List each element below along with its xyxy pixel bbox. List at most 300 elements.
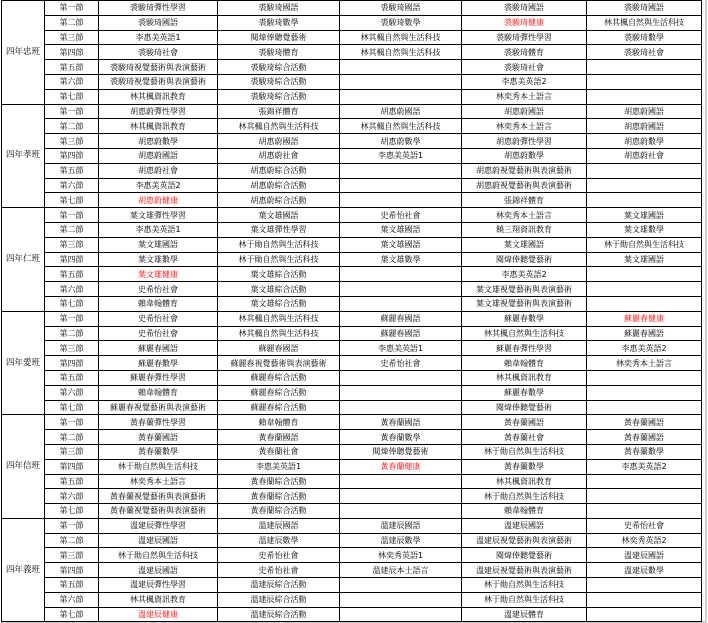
period-cell[interactable]: 第一節 <box>45 518 99 533</box>
subject-cell[interactable]: 黃春蘭數學 <box>99 444 218 459</box>
subject-cell[interactable]: 蘇麗春數學 <box>99 356 218 371</box>
subject-cell[interactable]: 黃春蘭視覺藝術與表演藝術 <box>99 489 218 504</box>
subject-cell[interactable]: 胡惠蔚視覺藝術與表演藝術 <box>462 163 587 178</box>
subject-cell[interactable]: 林于勛自然與生活科技 <box>462 592 587 607</box>
subject-cell[interactable] <box>340 370 462 385</box>
subject-cell[interactable] <box>340 74 462 89</box>
class-name-cell[interactable]: 四年義班 <box>2 518 45 622</box>
period-cell[interactable]: 第三節 <box>45 30 99 45</box>
table-row <box>2 326 702 341</box>
subject-cell[interactable]: 胡惠蔚國語 <box>340 104 462 119</box>
table-row <box>2 163 702 178</box>
subject-cell[interactable]: 蘇麗春數學 <box>462 311 587 326</box>
subject-cell[interactable] <box>340 592 462 607</box>
subject-cell[interactable]: 胡惠蔚彈性學習 <box>462 134 587 149</box>
period-cell[interactable]: 第七節 <box>45 89 99 104</box>
subject-cell[interactable]: 溫建辰數學 <box>218 533 340 548</box>
subject-cell[interactable]: 林其楓資訊教育 <box>99 592 218 607</box>
subject-cell[interactable] <box>587 474 702 489</box>
table-row <box>2 282 702 297</box>
subject-cell[interactable]: 裘駿琦視覺藝術與表演藝術 <box>99 60 218 75</box>
subject-cell[interactable]: 蘇麗春國語 <box>340 311 462 326</box>
subject-cell[interactable]: 黃春蘭國語 <box>462 415 587 430</box>
subject-cell[interactable]: 葉文雄數學 <box>340 252 462 267</box>
subject-cell[interactable]: 林其楓資訊教育 <box>99 119 218 134</box>
subject-cell[interactable]: 蘇麗春國語 <box>218 341 340 356</box>
subject-cell[interactable]: 溫建辰綜合活動 <box>218 578 340 593</box>
subject-cell[interactable]: 胡惠蔚國語 <box>218 134 340 149</box>
subject-cell[interactable]: 裘駿琦國語 <box>462 1 587 16</box>
table-row <box>2 252 702 267</box>
table-row <box>2 533 702 548</box>
subject-cell[interactable]: 裘駿琦國語 <box>99 15 218 30</box>
subject-cell[interactable] <box>340 489 462 504</box>
subject-cell[interactable]: 史希怡社會 <box>99 311 218 326</box>
subject-cell[interactable]: 裘駿琦國語 <box>340 1 462 16</box>
subject-cell[interactable]: 李惠美英語2 <box>587 341 702 356</box>
subject-cell[interactable]: 蘇麗春視覺藝術與表演藝術 <box>99 400 218 415</box>
subject-cell[interactable]: 蘇麗春彈性學習 <box>462 341 587 356</box>
subject-cell[interactable]: 林于勛自然與生活科技 <box>462 578 587 593</box>
subject-cell[interactable] <box>587 370 702 385</box>
subject-cell[interactable] <box>587 163 702 178</box>
subject-cell[interactable]: 葉文雄視覺藝術與表演藝術 <box>462 282 587 297</box>
subject-cell[interactable]: 李惠美英語1 <box>340 341 462 356</box>
subject-cell[interactable] <box>587 592 702 607</box>
table-row <box>2 444 702 459</box>
subject-cell[interactable]: 黃春蘭數學 <box>587 444 702 459</box>
subject-cell[interactable] <box>340 89 462 104</box>
subject-cell[interactable]: 蘇麗春彈性學習 <box>99 370 218 385</box>
subject-cell[interactable]: 溫建辰彈性學習 <box>99 578 218 593</box>
subject-cell[interactable]: 黃春蘭綜合活動 <box>218 504 340 519</box>
subject-cell[interactable]: 黃春蘭視覺藝術與表演藝術 <box>99 504 218 519</box>
subject-cell[interactable]: 溫建辰健康 <box>99 607 218 622</box>
period-cell[interactable]: 第三節 <box>45 134 99 149</box>
subject-cell[interactable] <box>587 74 702 89</box>
subject-cell[interactable]: 胡惠蔚綜合活動 <box>218 193 340 208</box>
subject-cell[interactable]: 林其楓自然與生活科技 <box>218 326 340 341</box>
table-row <box>2 60 702 75</box>
subject-cell[interactable]: 裘駿琦數學 <box>587 30 702 45</box>
subject-cell[interactable]: 葉文雄國語 <box>340 222 462 237</box>
subject-cell[interactable]: 林奕秀本土語言 <box>462 119 587 134</box>
subject-cell[interactable]: 裘駿琦綜合活動 <box>218 60 340 75</box>
table-row <box>2 208 702 223</box>
subject-cell[interactable]: 林奕秀本土語言 <box>587 356 702 371</box>
subject-cell[interactable]: 史希怡社會 <box>218 563 340 578</box>
period-cell[interactable]: 第四節 <box>45 356 99 371</box>
subject-cell[interactable] <box>587 282 702 297</box>
table-row <box>2 119 702 134</box>
subject-cell[interactable]: 黃春蘭國語 <box>587 415 702 430</box>
table-row <box>2 400 702 415</box>
period-cell[interactable]: 第二節 <box>45 326 99 341</box>
subject-cell[interactable]: 李惠美英語1 <box>218 459 340 474</box>
period-cell[interactable]: 第四節 <box>45 459 99 474</box>
subject-cell[interactable]: 林其楓自然與生活科技 <box>462 326 587 341</box>
subject-cell[interactable]: 葉文雄彈性學習 <box>99 208 218 223</box>
subject-cell[interactable]: 葉文雄數學 <box>587 222 702 237</box>
subject-cell[interactable]: 李惠美英語1 <box>99 222 218 237</box>
table-row <box>2 89 702 104</box>
subject-cell[interactable]: 林其楓自然與生活科技 <box>340 119 462 134</box>
period-cell[interactable]: 第七節 <box>45 400 99 415</box>
subject-cell[interactable]: 黃春蘭國語 <box>99 430 218 445</box>
period-cell[interactable]: 第六節 <box>45 489 99 504</box>
subject-cell[interactable]: 裘駿琦數學 <box>218 15 340 30</box>
subject-cell[interactable]: 葉文雄國語 <box>99 237 218 252</box>
subject-cell[interactable]: 裘駿琦彈性學習 <box>462 30 587 45</box>
subject-cell[interactable] <box>587 296 702 311</box>
subject-cell[interactable]: 張錦祥體育 <box>218 104 340 119</box>
period-cell[interactable]: 第三節 <box>45 341 99 356</box>
class-timetable <box>1 0 702 622</box>
subject-cell[interactable]: 胡惠蔚社會 <box>99 163 218 178</box>
subject-cell[interactable]: 胡惠蔚數學 <box>99 134 218 149</box>
subject-cell[interactable] <box>587 578 702 593</box>
period-cell[interactable]: 第四節 <box>45 148 99 163</box>
period-cell[interactable]: 第一節 <box>45 1 99 16</box>
subject-cell[interactable]: 林奕秀英語2 <box>587 533 702 548</box>
subject-cell[interactable] <box>587 267 702 282</box>
subject-cell[interactable]: 胡惠蔚健康 <box>99 193 218 208</box>
subject-cell[interactable]: 賴韋翰體育 <box>99 296 218 311</box>
subject-cell[interactable]: 黃春蘭國語 <box>340 415 462 430</box>
subject-cell[interactable]: 裘駿琦視覺藝術與表演藝術 <box>99 74 218 89</box>
period-cell[interactable]: 第六節 <box>45 178 99 193</box>
subject-cell[interactable]: 黃春蘭社會 <box>462 430 587 445</box>
subject-cell[interactable]: 張錦祥體育 <box>462 193 587 208</box>
subject-cell[interactable]: 林其楓資訊教育 <box>462 370 587 385</box>
subject-cell[interactable]: 葉文雄國語 <box>340 237 462 252</box>
subject-cell[interactable]: 閱煒俸聽覺藝術 <box>340 444 462 459</box>
subject-cell[interactable]: 黃春蘭綜合活動 <box>218 489 340 504</box>
subject-cell[interactable]: 閱煒俸聽覺藝術 <box>462 400 587 415</box>
subject-cell[interactable] <box>587 178 702 193</box>
subject-cell[interactable]: 胡惠蔚國語 <box>587 104 702 119</box>
subject-cell[interactable] <box>587 607 702 622</box>
subject-cell[interactable]: 賴韋翰體育 <box>99 385 218 400</box>
subject-cell[interactable]: 裘駿琦體育 <box>218 45 340 60</box>
subject-cell[interactable]: 葉文雄健康 <box>99 267 218 282</box>
subject-cell[interactable]: 史希怡社會 <box>340 208 462 223</box>
subject-cell[interactable] <box>340 267 462 282</box>
subject-cell[interactable]: 黃春蘭國語 <box>587 430 702 445</box>
period-cell[interactable]: 第四節 <box>45 45 99 60</box>
subject-cell[interactable]: 溫建辰綜合活動 <box>218 592 340 607</box>
subject-cell[interactable]: 李惠美英語2 <box>462 267 587 282</box>
subject-cell[interactable]: 林其楓自然與生活科技 <box>218 311 340 326</box>
subject-cell[interactable] <box>587 193 702 208</box>
table-row <box>2 148 702 163</box>
subject-cell[interactable]: 史希怡社會 <box>587 518 702 533</box>
subject-cell[interactable]: 溫建辰數學 <box>340 533 462 548</box>
subject-cell[interactable]: 裘駿琦社會 <box>462 60 587 75</box>
subject-cell[interactable]: 黃春蘭數學 <box>340 430 462 445</box>
table-row <box>2 430 702 445</box>
period-cell[interactable]: 第二節 <box>45 15 99 30</box>
subject-cell[interactable]: 蘇麗春健康 <box>587 311 702 326</box>
subject-cell[interactable]: 林于勛自然與生活科技 <box>218 252 340 267</box>
subject-cell[interactable]: 胡惠蔚數學 <box>587 134 702 149</box>
subject-cell[interactable] <box>587 60 702 75</box>
table-row <box>2 563 702 578</box>
subject-cell[interactable]: 胡惠蔚視覺藝術與表演藝術 <box>462 178 587 193</box>
subject-cell[interactable]: 溫建辰國語 <box>218 518 340 533</box>
subject-cell[interactable]: 黃春蘭社會 <box>218 444 340 459</box>
class-name-cell[interactable]: 四年忠班 <box>2 1 45 105</box>
table-row <box>2 459 702 474</box>
period-cell[interactable]: 第五節 <box>45 578 99 593</box>
period-cell[interactable]: 第四節 <box>45 252 99 267</box>
subject-cell[interactable]: 李惠美英語2 <box>462 74 587 89</box>
subject-cell[interactable]: 溫建辰視覺藝術與表演藝術 <box>462 563 587 578</box>
subject-cell[interactable]: 林其楓自然與生活科技 <box>587 15 702 30</box>
subject-cell[interactable]: 裘駿琦彈性學習 <box>99 1 218 16</box>
subject-cell[interactable]: 林于勛自然與生活科技 <box>99 548 218 563</box>
subject-cell[interactable]: 李惠美英語2 <box>587 459 702 474</box>
subject-cell[interactable]: 溫建辰綜合活動 <box>218 607 340 622</box>
subject-cell[interactable]: 饒三翔資訊教育 <box>462 222 587 237</box>
subject-cell[interactable]: 葉文雄國語 <box>587 208 702 223</box>
subject-cell[interactable]: 胡惠蔚數學 <box>462 148 587 163</box>
subject-cell[interactable]: 溫建辰體育 <box>462 607 587 622</box>
table-row <box>2 592 702 607</box>
subject-cell[interactable]: 黃春蘭健康 <box>340 459 462 474</box>
subject-cell[interactable] <box>340 178 462 193</box>
period-cell[interactable]: 第五節 <box>45 163 99 178</box>
subject-cell[interactable]: 蘇麗春國語 <box>587 326 702 341</box>
period-cell[interactable]: 第六節 <box>45 592 99 607</box>
subject-cell[interactable]: 李惠美英語1 <box>340 148 462 163</box>
period-cell[interactable]: 第三節 <box>45 444 99 459</box>
table-row <box>2 74 702 89</box>
subject-cell[interactable]: 溫建辰國語 <box>99 563 218 578</box>
subject-cell[interactable]: 胡惠蔚國語 <box>587 119 702 134</box>
spreadsheet-sheet <box>1 0 707 623</box>
subject-cell[interactable] <box>340 163 462 178</box>
table-row <box>2 134 702 149</box>
class-name-cell[interactable]: 四年信班 <box>2 415 45 519</box>
subject-cell[interactable]: 裘駿琦體育 <box>462 45 587 60</box>
subject-cell[interactable]: 林于勛自然與生活科技 <box>462 444 587 459</box>
subject-cell[interactable] <box>587 89 702 104</box>
period-cell[interactable]: 第一節 <box>45 415 99 430</box>
subject-cell[interactable]: 葉文雄彈性學習 <box>218 222 340 237</box>
subject-cell[interactable]: 李惠美英語2 <box>99 178 218 193</box>
subject-cell[interactable]: 閱煒俸聽覺藝術 <box>218 30 340 45</box>
subject-cell[interactable]: 葉文雄國語 <box>462 237 587 252</box>
table-row <box>2 237 702 252</box>
table-row <box>2 1 702 16</box>
subject-cell[interactable]: 胡惠蔚數學 <box>340 134 462 149</box>
period-cell[interactable]: 第五節 <box>45 474 99 489</box>
period-cell[interactable]: 第五節 <box>45 370 99 385</box>
subject-cell[interactable]: 林其楓資訊教育 <box>99 89 218 104</box>
period-cell[interactable]: 第二節 <box>45 430 99 445</box>
subject-cell[interactable] <box>587 385 702 400</box>
class-name-cell[interactable]: 四年孝班 <box>2 104 45 208</box>
subject-cell[interactable]: 林其楓資訊教育 <box>462 474 587 489</box>
period-cell[interactable]: 第三節 <box>45 237 99 252</box>
subject-cell[interactable]: 林奕秀本土語言 <box>462 208 587 223</box>
subject-cell[interactable] <box>340 193 462 208</box>
subject-cell[interactable]: 林于勛自然與生活科技 <box>462 489 587 504</box>
subject-cell[interactable]: 林于勛自然與生活科技 <box>587 237 702 252</box>
table-row <box>2 578 702 593</box>
subject-cell[interactable]: 蘇麗春視覺藝術與表演藝術 <box>218 356 340 371</box>
subject-cell[interactable] <box>340 400 462 415</box>
class-name-cell[interactable]: 四年仁班 <box>2 208 45 312</box>
subject-cell[interactable]: 林于勛自然與生活科技 <box>99 459 218 474</box>
subject-cell[interactable]: 林奕秀英語1 <box>340 548 462 563</box>
subject-cell[interactable]: 葉文雄視覺藝術與表演藝術 <box>462 296 587 311</box>
subject-cell[interactable]: 裘駿琦綜合活動 <box>218 89 340 104</box>
subject-cell[interactable] <box>340 578 462 593</box>
subject-cell[interactable] <box>340 296 462 311</box>
class-name-cell[interactable]: 四年愛班 <box>2 311 45 415</box>
subject-cell[interactable]: 賴韋翰體育 <box>218 415 340 430</box>
table-row <box>2 518 702 533</box>
table-row <box>2 267 702 282</box>
period-cell[interactable]: 第七節 <box>45 296 99 311</box>
subject-cell[interactable]: 閱煒俸聽覺藝術 <box>462 548 587 563</box>
subject-cell[interactable]: 林奕秀本土語言 <box>99 474 218 489</box>
period-cell[interactable]: 第五節 <box>45 60 99 75</box>
subject-cell[interactable]: 葉文雄國語 <box>587 252 702 267</box>
subject-cell[interactable] <box>340 504 462 519</box>
subject-cell[interactable]: 林其楓自然與生活科技 <box>218 119 340 134</box>
subject-cell[interactable]: 葉文雄綜合活動 <box>218 267 340 282</box>
subject-cell[interactable]: 黃春蘭綜合活動 <box>218 474 340 489</box>
subject-cell[interactable] <box>340 607 462 622</box>
period-cell[interactable]: 第四節 <box>45 563 99 578</box>
subject-cell[interactable]: 溫建辰數學 <box>587 563 702 578</box>
subject-cell[interactable]: 溫建辰國語 <box>587 548 702 563</box>
subject-cell[interactable]: 溫建辰視覺藝術與表演藝術 <box>462 533 587 548</box>
subject-cell[interactable] <box>587 400 702 415</box>
table-row <box>2 548 702 563</box>
table-row <box>2 504 702 519</box>
table-row <box>2 30 702 45</box>
table-row <box>2 356 702 371</box>
subject-cell[interactable]: 裘駿琦數學 <box>340 15 462 30</box>
period-cell[interactable]: 第六節 <box>45 385 99 400</box>
subject-cell[interactable]: 蘇麗春國語 <box>99 341 218 356</box>
subject-cell[interactable]: 胡惠蔚社會 <box>587 148 702 163</box>
subject-cell[interactable]: 胡惠蔚國語 <box>99 148 218 163</box>
subject-cell[interactable]: 蘇麗春綜合活動 <box>218 385 340 400</box>
subject-cell[interactable]: 溫建辰本土語言 <box>340 563 462 578</box>
subject-cell[interactable]: 蘇麗春數學 <box>462 385 587 400</box>
table-row <box>2 370 702 385</box>
subject-cell[interactable]: 溫建辰國語 <box>99 533 218 548</box>
subject-cell[interactable]: 裘駿琦健康 <box>462 15 587 30</box>
subject-cell[interactable]: 胡惠蔚綜合活動 <box>218 178 340 193</box>
subject-cell[interactable]: 溫建辰國語 <box>340 518 462 533</box>
period-cell[interactable]: 第二節 <box>45 119 99 134</box>
subject-cell[interactable]: 黃春蘭國語 <box>218 430 340 445</box>
subject-cell[interactable]: 葉文雄綜合活動 <box>218 296 340 311</box>
subject-cell[interactable]: 林其楓自然與生活科技 <box>340 45 462 60</box>
subject-cell[interactable]: 黃春蘭彈性學習 <box>99 415 218 430</box>
period-cell[interactable]: 第七節 <box>45 504 99 519</box>
period-cell[interactable]: 第一節 <box>45 311 99 326</box>
period-cell[interactable]: 第一節 <box>45 104 99 119</box>
table-row <box>2 193 702 208</box>
subject-cell[interactable]: 閱煒俸聽覺藝術 <box>462 252 587 267</box>
subject-cell[interactable]: 黃春蘭數學 <box>462 459 587 474</box>
table-row <box>2 607 702 622</box>
table-row <box>2 222 702 237</box>
subject-cell[interactable]: 溫建辰彈性學習 <box>99 518 218 533</box>
subject-cell[interactable]: 史希怡社會 <box>340 356 462 371</box>
subject-cell[interactable] <box>587 489 702 504</box>
period-cell[interactable]: 第七節 <box>45 193 99 208</box>
subject-cell[interactable]: 胡惠蔚彈性學習 <box>99 104 218 119</box>
period-cell[interactable]: 第六節 <box>45 282 99 297</box>
table-row <box>2 45 702 60</box>
subject-cell[interactable]: 李惠美英語1 <box>99 30 218 45</box>
table-row <box>2 178 702 193</box>
subject-cell[interactable]: 林其楓自然與生活科技 <box>340 30 462 45</box>
subject-cell[interactable]: 裘駿琦國語 <box>587 1 702 16</box>
subject-cell[interactable]: 裘駿琦綜合活動 <box>218 74 340 89</box>
subject-cell[interactable] <box>340 385 462 400</box>
period-cell[interactable]: 第七節 <box>45 607 99 622</box>
table-row <box>2 341 702 356</box>
subject-cell[interactable]: 裘駿琦國語 <box>218 1 340 16</box>
subject-cell[interactable]: 林于勛自然與生活科技 <box>218 237 340 252</box>
subject-cell[interactable]: 葉文雄數學 <box>99 252 218 267</box>
period-cell[interactable]: 第三節 <box>45 548 99 563</box>
subject-cell[interactable]: 賴韋翰體育 <box>462 504 587 519</box>
subject-cell[interactable] <box>340 474 462 489</box>
subject-cell[interactable]: 葉文雄綜合活動 <box>218 282 340 297</box>
subject-cell[interactable]: 蘇麗春綜合活動 <box>218 370 340 385</box>
period-cell[interactable]: 第六節 <box>45 74 99 89</box>
period-cell[interactable]: 第二節 <box>45 533 99 548</box>
subject-cell[interactable]: 史希怡社會 <box>99 326 218 341</box>
subject-cell[interactable]: 蘇麗春國語 <box>340 326 462 341</box>
period-cell[interactable]: 第五節 <box>45 267 99 282</box>
subject-cell[interactable]: 賴韋翰體育 <box>462 356 587 371</box>
subject-cell[interactable]: 胡惠蔚社會 <box>218 148 340 163</box>
table-row <box>2 311 702 326</box>
subject-cell[interactable]: 蘇麗春綜合活動 <box>218 400 340 415</box>
table-row <box>2 385 702 400</box>
subject-cell[interactable]: 胡惠蔚綜合活動 <box>218 163 340 178</box>
subject-cell[interactable]: 胡惠蔚國語 <box>462 104 587 119</box>
subject-cell[interactable]: 裘駿琦社會 <box>587 45 702 60</box>
table-row <box>2 415 702 430</box>
subject-cell[interactable]: 葉文雄國語 <box>218 208 340 223</box>
table-row <box>2 474 702 489</box>
subject-cell[interactable] <box>340 282 462 297</box>
subject-cell[interactable] <box>587 504 702 519</box>
subject-cell[interactable]: 林奕秀本土語言 <box>462 89 587 104</box>
period-cell[interactable]: 第二節 <box>45 222 99 237</box>
subject-cell[interactable]: 史希怡社會 <box>218 548 340 563</box>
period-cell[interactable]: 第一節 <box>45 208 99 223</box>
subject-cell[interactable] <box>340 60 462 75</box>
subject-cell[interactable]: 裘駿琦社會 <box>99 45 218 60</box>
table-row <box>2 489 702 504</box>
subject-cell[interactable]: 溫建辰國語 <box>462 518 587 533</box>
table-row <box>2 104 702 119</box>
subject-cell[interactable]: 史希怡社會 <box>99 282 218 297</box>
